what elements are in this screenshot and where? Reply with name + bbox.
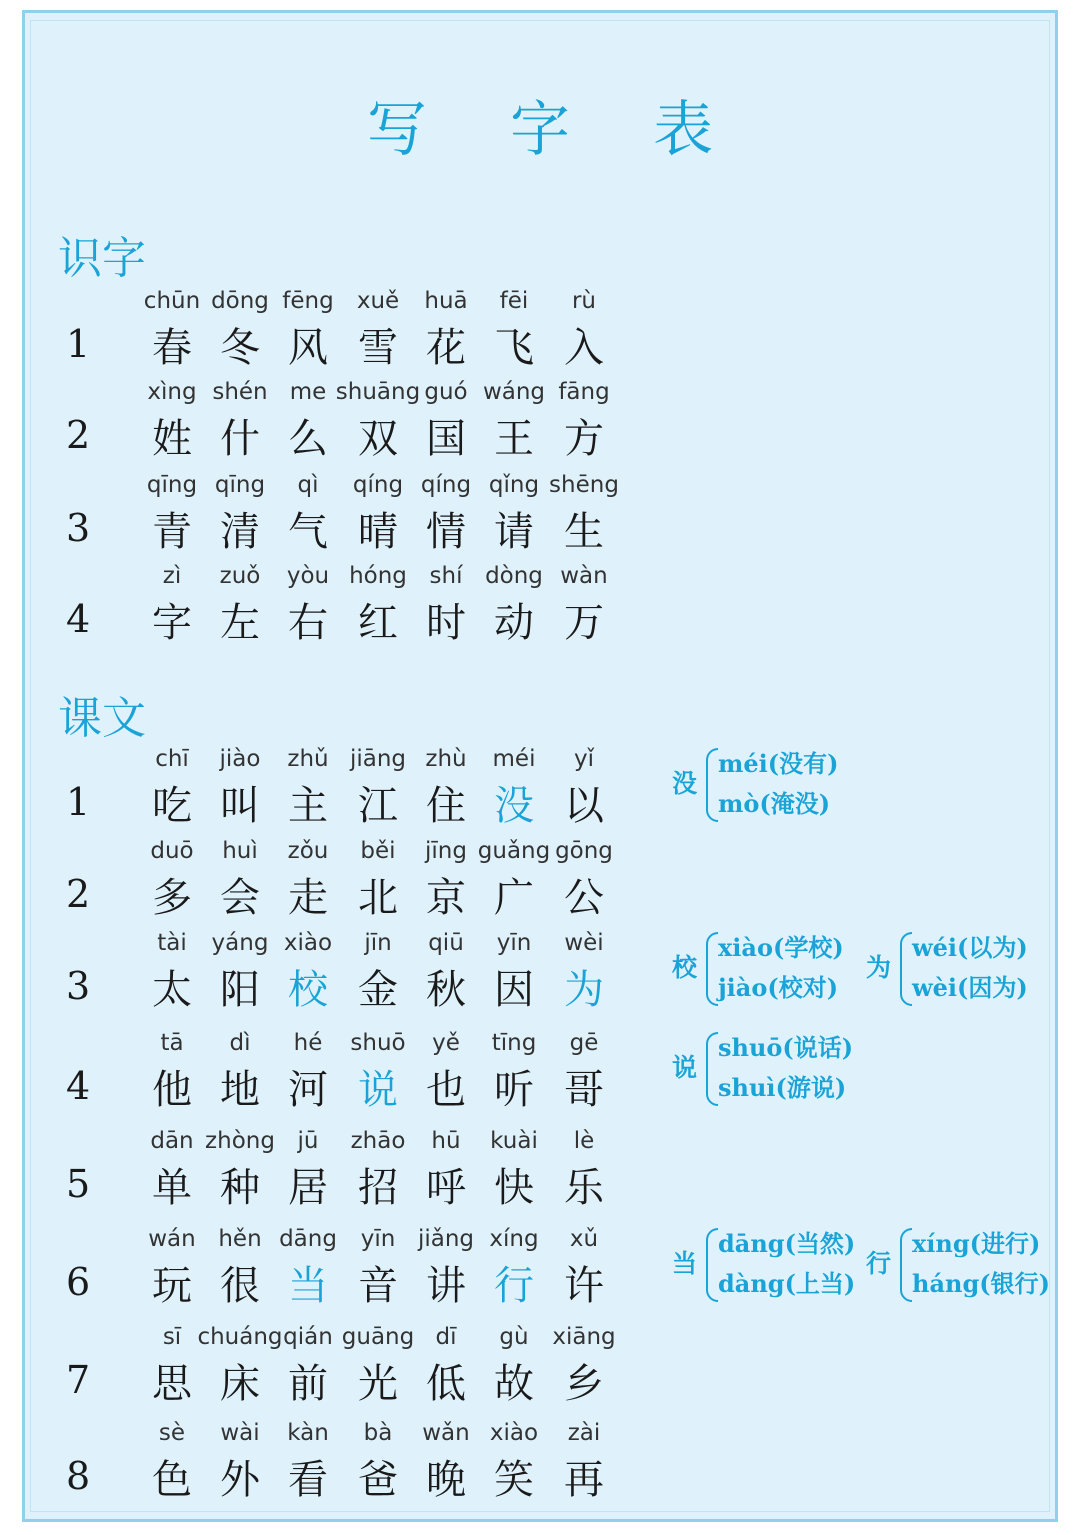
pinyin: bà — [363, 1420, 393, 1446]
hanzi: 笑 — [494, 1457, 534, 1503]
pinyin: hū — [431, 1128, 461, 1154]
hanzi: 晴 — [358, 509, 398, 555]
hanzi: 再 — [564, 1457, 604, 1503]
pinyin: wàn — [560, 563, 608, 589]
pinyin: wài — [220, 1420, 260, 1446]
hanzi: 玩 — [152, 1263, 192, 1309]
hanzi: 飞 — [494, 325, 534, 371]
pinyin: tīng — [491, 1030, 537, 1056]
polyphone-char: 说 — [672, 1053, 698, 1082]
pinyin: sī — [162, 1324, 182, 1350]
pinyin: xìng — [147, 379, 197, 405]
section-title: 课文 — [58, 693, 146, 744]
pinyin: qíng — [352, 472, 404, 498]
hanzi: 会 — [220, 875, 260, 921]
character-cell — [544, 1030, 624, 1120]
pinyin: jū — [297, 1128, 319, 1154]
pinyin: qīng — [214, 472, 266, 498]
character-cell — [544, 472, 624, 562]
hanzi: 生 — [564, 509, 604, 555]
row-number: 5 — [66, 1162, 91, 1206]
pinyin: duō — [150, 838, 194, 864]
pinyin: zài — [567, 1420, 601, 1446]
pinyin: shí — [429, 563, 463, 589]
polyphone-reading: háng(银行) — [912, 1269, 1050, 1298]
hanzi: 左 — [220, 600, 260, 646]
character-cell — [544, 1420, 624, 1510]
hanzi: 冬 — [220, 325, 260, 371]
pinyin: zhǔ — [287, 746, 329, 772]
pinyin: xiào — [283, 930, 333, 956]
pinyin: hěn — [218, 1226, 262, 1252]
hanzi: 音 — [358, 1263, 398, 1309]
hanzi: 色 — [152, 1457, 192, 1503]
hanzi: 时 — [426, 600, 466, 646]
pinyin: běi — [360, 838, 396, 864]
polyphone-reading: wéi(以为) — [912, 933, 1028, 962]
hanzi: 低 — [426, 1361, 466, 1407]
row-number: 2 — [66, 413, 91, 457]
pinyin: jiào — [219, 746, 261, 772]
hanzi: 右 — [288, 600, 328, 646]
character-cell — [544, 838, 624, 928]
hanzi: 床 — [220, 1361, 260, 1407]
row-number: 3 — [66, 964, 91, 1008]
pinyin: jiǎng — [417, 1226, 475, 1252]
hanzi: 没 — [494, 783, 534, 829]
character-cell — [544, 1324, 624, 1414]
hanzi: 广 — [494, 875, 534, 921]
hanzi: 前 — [288, 1361, 328, 1407]
hanzi: 入 — [564, 325, 604, 371]
pinyin: shuāng — [335, 379, 421, 405]
table-row — [0, 563, 1080, 653]
pinyin: kàn — [287, 1420, 329, 1446]
hanzi: 因 — [494, 967, 534, 1013]
pinyin: wán — [148, 1226, 196, 1252]
hanzi: 江 — [358, 783, 398, 829]
table-row — [0, 1030, 1080, 1120]
polyphone-reading: mò(淹没) — [718, 789, 831, 818]
hanzi: 外 — [220, 1457, 260, 1503]
hanzi: 故 — [494, 1361, 534, 1407]
hanzi: 公 — [564, 875, 604, 921]
hanzi: 北 — [358, 875, 398, 921]
table-row — [0, 1128, 1080, 1218]
pinyin: xíng — [489, 1226, 539, 1252]
pinyin: dāng — [279, 1226, 337, 1252]
polyphone-reading: wèi(因为) — [912, 973, 1028, 1002]
pinyin: yòu — [286, 563, 330, 589]
pinyin: qǐng — [488, 472, 540, 498]
pinyin: hé — [293, 1030, 323, 1056]
hanzi: 爸 — [358, 1457, 398, 1503]
polyphone-reading: shuō(说话) — [718, 1033, 854, 1062]
pinyin: yǐ — [573, 746, 594, 772]
pinyin: wǎn — [422, 1420, 470, 1446]
hanzi: 红 — [358, 600, 398, 646]
pinyin: méi — [492, 746, 536, 772]
hanzi: 姓 — [152, 416, 192, 462]
hanzi: 风 — [288, 325, 328, 371]
table-row — [0, 288, 1080, 378]
hanzi: 许 — [564, 1263, 604, 1309]
character-cell — [544, 746, 624, 836]
pinyin: lè — [573, 1128, 595, 1154]
hanzi: 说 — [358, 1067, 398, 1113]
hanzi: 地 — [220, 1067, 260, 1113]
pinyin: gē — [569, 1030, 599, 1056]
row-number: 7 — [66, 1358, 91, 1402]
pinyin: jīn — [364, 930, 392, 956]
hanzi: 春 — [152, 325, 192, 371]
pinyin: zì — [162, 563, 182, 589]
hanzi: 居 — [288, 1165, 328, 1211]
polyphone-reading: shuì(游说) — [718, 1073, 847, 1102]
character-cell — [544, 1226, 624, 1316]
pinyin: dān — [150, 1128, 194, 1154]
hanzi: 行 — [494, 1263, 534, 1309]
hanzi: 什 — [220, 416, 260, 462]
polyphone-reading: xiào(学校) — [718, 933, 844, 962]
brace-icon — [706, 1228, 718, 1302]
hanzi: 住 — [426, 783, 466, 829]
table-row — [0, 1324, 1080, 1414]
hanzi: 万 — [564, 600, 604, 646]
pinyin: yě — [432, 1030, 460, 1056]
pinyin: yīn — [360, 1226, 396, 1252]
hanzi: 乐 — [564, 1165, 604, 1211]
brace-icon — [706, 932, 718, 1006]
pinyin: chuáng — [197, 1324, 283, 1350]
character-cell — [544, 379, 624, 469]
table-row — [0, 746, 1080, 836]
polyphone-reading: dàng(上当) — [718, 1269, 856, 1298]
polyphone-reading: dāng(当然) — [718, 1229, 856, 1258]
table-row — [0, 838, 1080, 928]
hanzi: 花 — [426, 325, 466, 371]
pinyin: shén — [212, 379, 268, 405]
pinyin: dī — [435, 1324, 457, 1350]
pinyin: fāng — [558, 379, 610, 405]
brace-icon — [900, 932, 912, 1006]
polyphone-reading: xíng(进行) — [912, 1229, 1041, 1258]
table-row — [0, 930, 1080, 1020]
pinyin: qián — [283, 1324, 333, 1350]
pinyin: zǒu — [287, 838, 329, 864]
hanzi: 请 — [494, 509, 534, 555]
hanzi: 叫 — [220, 783, 260, 829]
pinyin: guó — [424, 379, 468, 405]
hanzi: 清 — [220, 509, 260, 555]
hanzi: 河 — [288, 1067, 328, 1113]
pinyin: chī — [155, 746, 189, 772]
pinyin: jiāng — [349, 746, 407, 772]
table-row — [0, 472, 1080, 562]
hanzi: 京 — [426, 875, 466, 921]
hanzi: 他 — [152, 1067, 192, 1113]
pinyin: kuài — [490, 1128, 538, 1154]
hanzi: 光 — [358, 1361, 398, 1407]
character-cell — [544, 1128, 624, 1218]
pinyin: guǎng — [477, 838, 551, 864]
pinyin: tài — [157, 930, 187, 956]
hanzi: 秋 — [426, 967, 466, 1013]
pinyin: yáng — [211, 930, 269, 956]
character-cell — [544, 563, 624, 653]
polyphone-char: 为 — [866, 953, 892, 982]
row-number: 6 — [66, 1260, 91, 1304]
pinyin: zuǒ — [219, 563, 261, 589]
hanzi: 主 — [288, 783, 328, 829]
pinyin: sè — [158, 1420, 186, 1446]
hanzi: 种 — [220, 1165, 260, 1211]
hanzi: 雪 — [358, 325, 398, 371]
hanzi: 招 — [358, 1165, 398, 1211]
pinyin: shēng — [549, 472, 619, 498]
hanzi: 晚 — [426, 1457, 466, 1503]
hanzi: 情 — [426, 509, 466, 555]
hanzi: 气 — [288, 509, 328, 555]
pinyin: gōng — [555, 838, 613, 864]
hanzi: 看 — [288, 1457, 328, 1503]
row-number: 8 — [66, 1454, 91, 1498]
pinyin: shuō — [350, 1030, 406, 1056]
pinyin: dì — [229, 1030, 251, 1056]
hanzi: 太 — [152, 967, 192, 1013]
hanzi: 双 — [358, 416, 398, 462]
table-row — [0, 379, 1080, 469]
pinyin: rù — [571, 288, 597, 314]
pinyin: gù — [499, 1324, 529, 1350]
pinyin: me — [289, 379, 327, 405]
brace-icon — [706, 1032, 718, 1106]
hanzi: 思 — [152, 1361, 192, 1407]
character-cell — [544, 288, 624, 378]
polyphone-reading: jiào(校对) — [718, 973, 839, 1002]
pinyin: zhù — [425, 746, 467, 772]
pinyin: huā — [424, 288, 468, 314]
pinyin: qì — [297, 472, 319, 498]
brace-icon — [706, 748, 718, 822]
pinyin: dōng — [211, 288, 269, 314]
hanzi: 多 — [152, 875, 192, 921]
character-cell — [544, 930, 624, 1020]
hanzi: 国 — [426, 416, 466, 462]
pinyin: wáng — [482, 379, 546, 405]
brace-icon — [900, 1228, 912, 1302]
hanzi: 王 — [494, 416, 534, 462]
pinyin: huì — [222, 838, 258, 864]
hanzi: 哥 — [564, 1067, 604, 1113]
pinyin: fēi — [499, 288, 529, 314]
hanzi: 以 — [564, 783, 604, 829]
pinyin: xiāng — [552, 1324, 616, 1350]
hanzi: 当 — [288, 1263, 328, 1309]
table-row — [0, 1226, 1080, 1316]
polyphone-char: 校 — [672, 953, 698, 982]
hanzi: 校 — [288, 967, 328, 1013]
pinyin: chūn — [143, 288, 201, 314]
hanzi: 方 — [564, 416, 604, 462]
row-number: 4 — [66, 1064, 91, 1108]
polyphone-char: 当 — [672, 1249, 698, 1278]
row-number: 1 — [66, 322, 91, 366]
hanzi: 乡 — [564, 1361, 604, 1407]
pinyin: qíng — [420, 472, 472, 498]
hanzi: 听 — [494, 1067, 534, 1113]
hanzi: 动 — [494, 600, 534, 646]
hanzi: 也 — [426, 1067, 466, 1113]
row-number: 2 — [66, 872, 91, 916]
pinyin: zhòng — [205, 1128, 275, 1154]
hanzi: 么 — [288, 416, 328, 462]
pinyin: wèi — [564, 930, 604, 956]
hanzi: 呼 — [426, 1165, 466, 1211]
pinyin: xiào — [489, 1420, 539, 1446]
pinyin: dòng — [485, 563, 543, 589]
row-number: 4 — [66, 597, 91, 641]
pinyin: tā — [160, 1030, 184, 1056]
pinyin: fēng — [282, 288, 334, 314]
polyphone-reading: méi(没有) — [718, 749, 839, 778]
pinyin: zhāo — [350, 1128, 406, 1154]
hanzi: 走 — [288, 875, 328, 921]
hanzi: 吃 — [152, 783, 192, 829]
hanzi: 为 — [564, 967, 604, 1013]
pinyin: yīn — [496, 930, 532, 956]
polyphone-char: 没 — [672, 769, 698, 798]
row-number: 1 — [66, 780, 91, 824]
section-title: 识字 — [58, 233, 146, 284]
pinyin: guāng — [341, 1324, 415, 1350]
pinyin: jīng — [425, 838, 467, 864]
pinyin: xuě — [356, 288, 400, 314]
hanzi: 金 — [358, 967, 398, 1013]
pinyin: qiū — [428, 930, 464, 956]
hanzi: 快 — [494, 1165, 534, 1211]
pinyin: qīng — [146, 472, 198, 498]
polyphone-char: 行 — [866, 1249, 892, 1278]
hanzi: 讲 — [426, 1263, 466, 1309]
hanzi: 青 — [152, 509, 192, 555]
hanzi: 阳 — [220, 967, 260, 1013]
pinyin: hóng — [349, 563, 407, 589]
pinyin: xǔ — [569, 1226, 599, 1252]
hanzi: 字 — [152, 600, 192, 646]
row-number: 3 — [66, 506, 91, 550]
table-row — [0, 1420, 1080, 1510]
hanzi: 很 — [220, 1263, 260, 1309]
hanzi: 单 — [152, 1165, 192, 1211]
page-title: 写 字 表 — [366, 95, 746, 165]
